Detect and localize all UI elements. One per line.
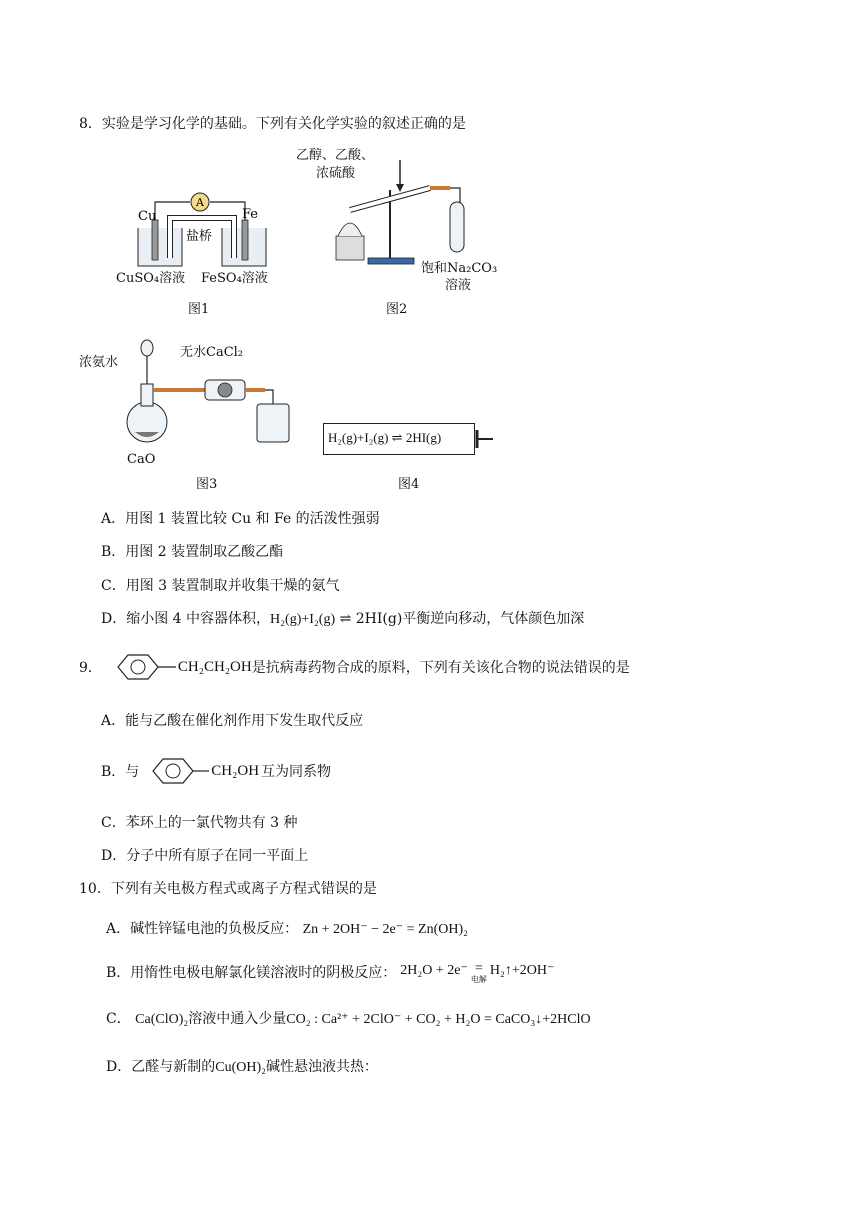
fig3-desiccant-label: 无水CaCl₂ (180, 345, 244, 360)
benzene-ring-icon (108, 652, 178, 682)
q8-option-d-post: 2HI(g)平衡逆向移动，气体颜色加深 (355, 611, 585, 627)
q8-option-b: B．用图 2 装置制取乙酸乙酯 (101, 544, 284, 560)
q10-option-d-pre: D．乙醛与新制的 (106, 1059, 216, 1075)
q10-option-c (106, 1008, 591, 1028)
fig4-caption: 图4 (398, 477, 420, 492)
benzene-ring-icon (145, 756, 211, 786)
fig2-receiver-line1: 饱和Na₂CO₃ (421, 261, 498, 276)
q10-option-d-post: 碱性悬浊液共热： (266, 1059, 378, 1075)
q8-option-c: C．用图 3 装置制取并收集干燥的氨气 (101, 578, 340, 594)
q9-option-a: A．能与乙酸在催化剂作用下发生取代反应 (101, 713, 364, 729)
fig3-ammonia-label: 浓氨水 (79, 355, 119, 370)
question-9-stem (79, 652, 630, 682)
q9-option-b-post: 互为同系物 (261, 764, 332, 780)
fig1-bridge-label: 盐桥 (186, 229, 213, 244)
q8-option-d-eq: H₂(g)+I₂(g) (270, 612, 336, 627)
fig1-feso4-label: FeSO₄溶液 (201, 271, 268, 286)
q10-option-c-eq: Ca(ClO)₂溶液中通入少量CO₂ : Ca²⁺ + 2ClO⁻ + CO₂ + H₂O = CaCO₃↓+2HClO (135, 1012, 591, 1027)
fig3-caption: 图3 (196, 477, 218, 492)
q10-option-b-eq-right: H₂↑+2OH⁻ (489, 963, 555, 978)
fig1-cu-label: Cu (138, 209, 157, 224)
q10-option-b: B．用惰性电极电解氯化镁溶液时的阴极反应： 2H₂O + 2e⁻ = 电解 H₂↑+2OH⁻ (106, 961, 555, 984)
q10-option-c-pre: C． (106, 1011, 131, 1027)
q10-option-b-eq-left: 2H₂O + 2e⁻ (400, 963, 468, 978)
fig2-reagents-line2: 浓硫酸 (316, 166, 356, 181)
q8-option-a: A．用图 1 装置比较 Cu 和 Fe 的活泼性强弱 (101, 511, 380, 527)
q10-option-a (106, 918, 468, 938)
fig1-fe-label: Fe (242, 207, 259, 222)
question-8-stem: 8．实验是学习化学的基础。下列有关化学实验的叙述正确的是 (79, 116, 466, 132)
q10-option-a-eq: Zn + 2OH⁻ − 2e⁻ = Zn(OH)₂ (302, 922, 469, 937)
fig2-caption: 图2 (386, 302, 408, 317)
q9-option-c: C．苯环上的一氯代物共有 3 种 (101, 815, 298, 831)
q8-option-d-text: D．缩小图 4 中容器体积， (101, 611, 271, 627)
q9-option-b-pre: B．与 (101, 764, 140, 780)
q10-option-a-pre: A．碱性锌锰电池的负极反应： (106, 921, 299, 937)
q8-option-d (101, 608, 584, 628)
figure-3-ammonia-apparatus (125, 334, 300, 446)
q9-option-b (101, 756, 331, 786)
q9-substituent: CH₂CH₂OH (177, 658, 252, 675)
q10-option-b-pre: B．用惰性电极电解氯化镁溶液时的阴极反应： (106, 965, 397, 981)
q9-number: 9． (79, 660, 102, 676)
fig3-cao-label: CaO (127, 452, 156, 467)
figure-2-esterification-apparatus (330, 150, 510, 270)
q9-option-b-sub: CH₂OH (211, 762, 260, 779)
fig1-cuso4-label: CuSO₄溶液 (116, 271, 186, 286)
q10-option-d-eq: Cu(OH)₂ (215, 1060, 266, 1075)
q9-option-d: D．分子中所有原子在同一平面上 (101, 848, 309, 864)
fig4-equation: H₂(g)+I₂(g) ⇌ 2HI(g) (328, 430, 442, 445)
fig1-caption: 图1 (188, 302, 210, 317)
ammeter-label: A (196, 196, 204, 209)
figure-4-container (323, 423, 475, 455)
q10-option-d (106, 1056, 378, 1076)
q10-option-b-condition: 电解 (470, 975, 487, 984)
fig2-reagents-line1: 乙醇、乙酸、 (296, 148, 375, 163)
q9-stem-tail: 是抗病毒药物合成的原料，下列有关该化合物的说法错误的是 (251, 660, 630, 676)
fig2-receiver-line2: 溶液 (445, 278, 472, 293)
question-10-stem: 10．下列有关电极方程式或离子方程式错误的是 (79, 881, 377, 897)
q8-option-d-arrow: ⇌ (339, 612, 352, 627)
figure-4-piston (473, 428, 497, 450)
